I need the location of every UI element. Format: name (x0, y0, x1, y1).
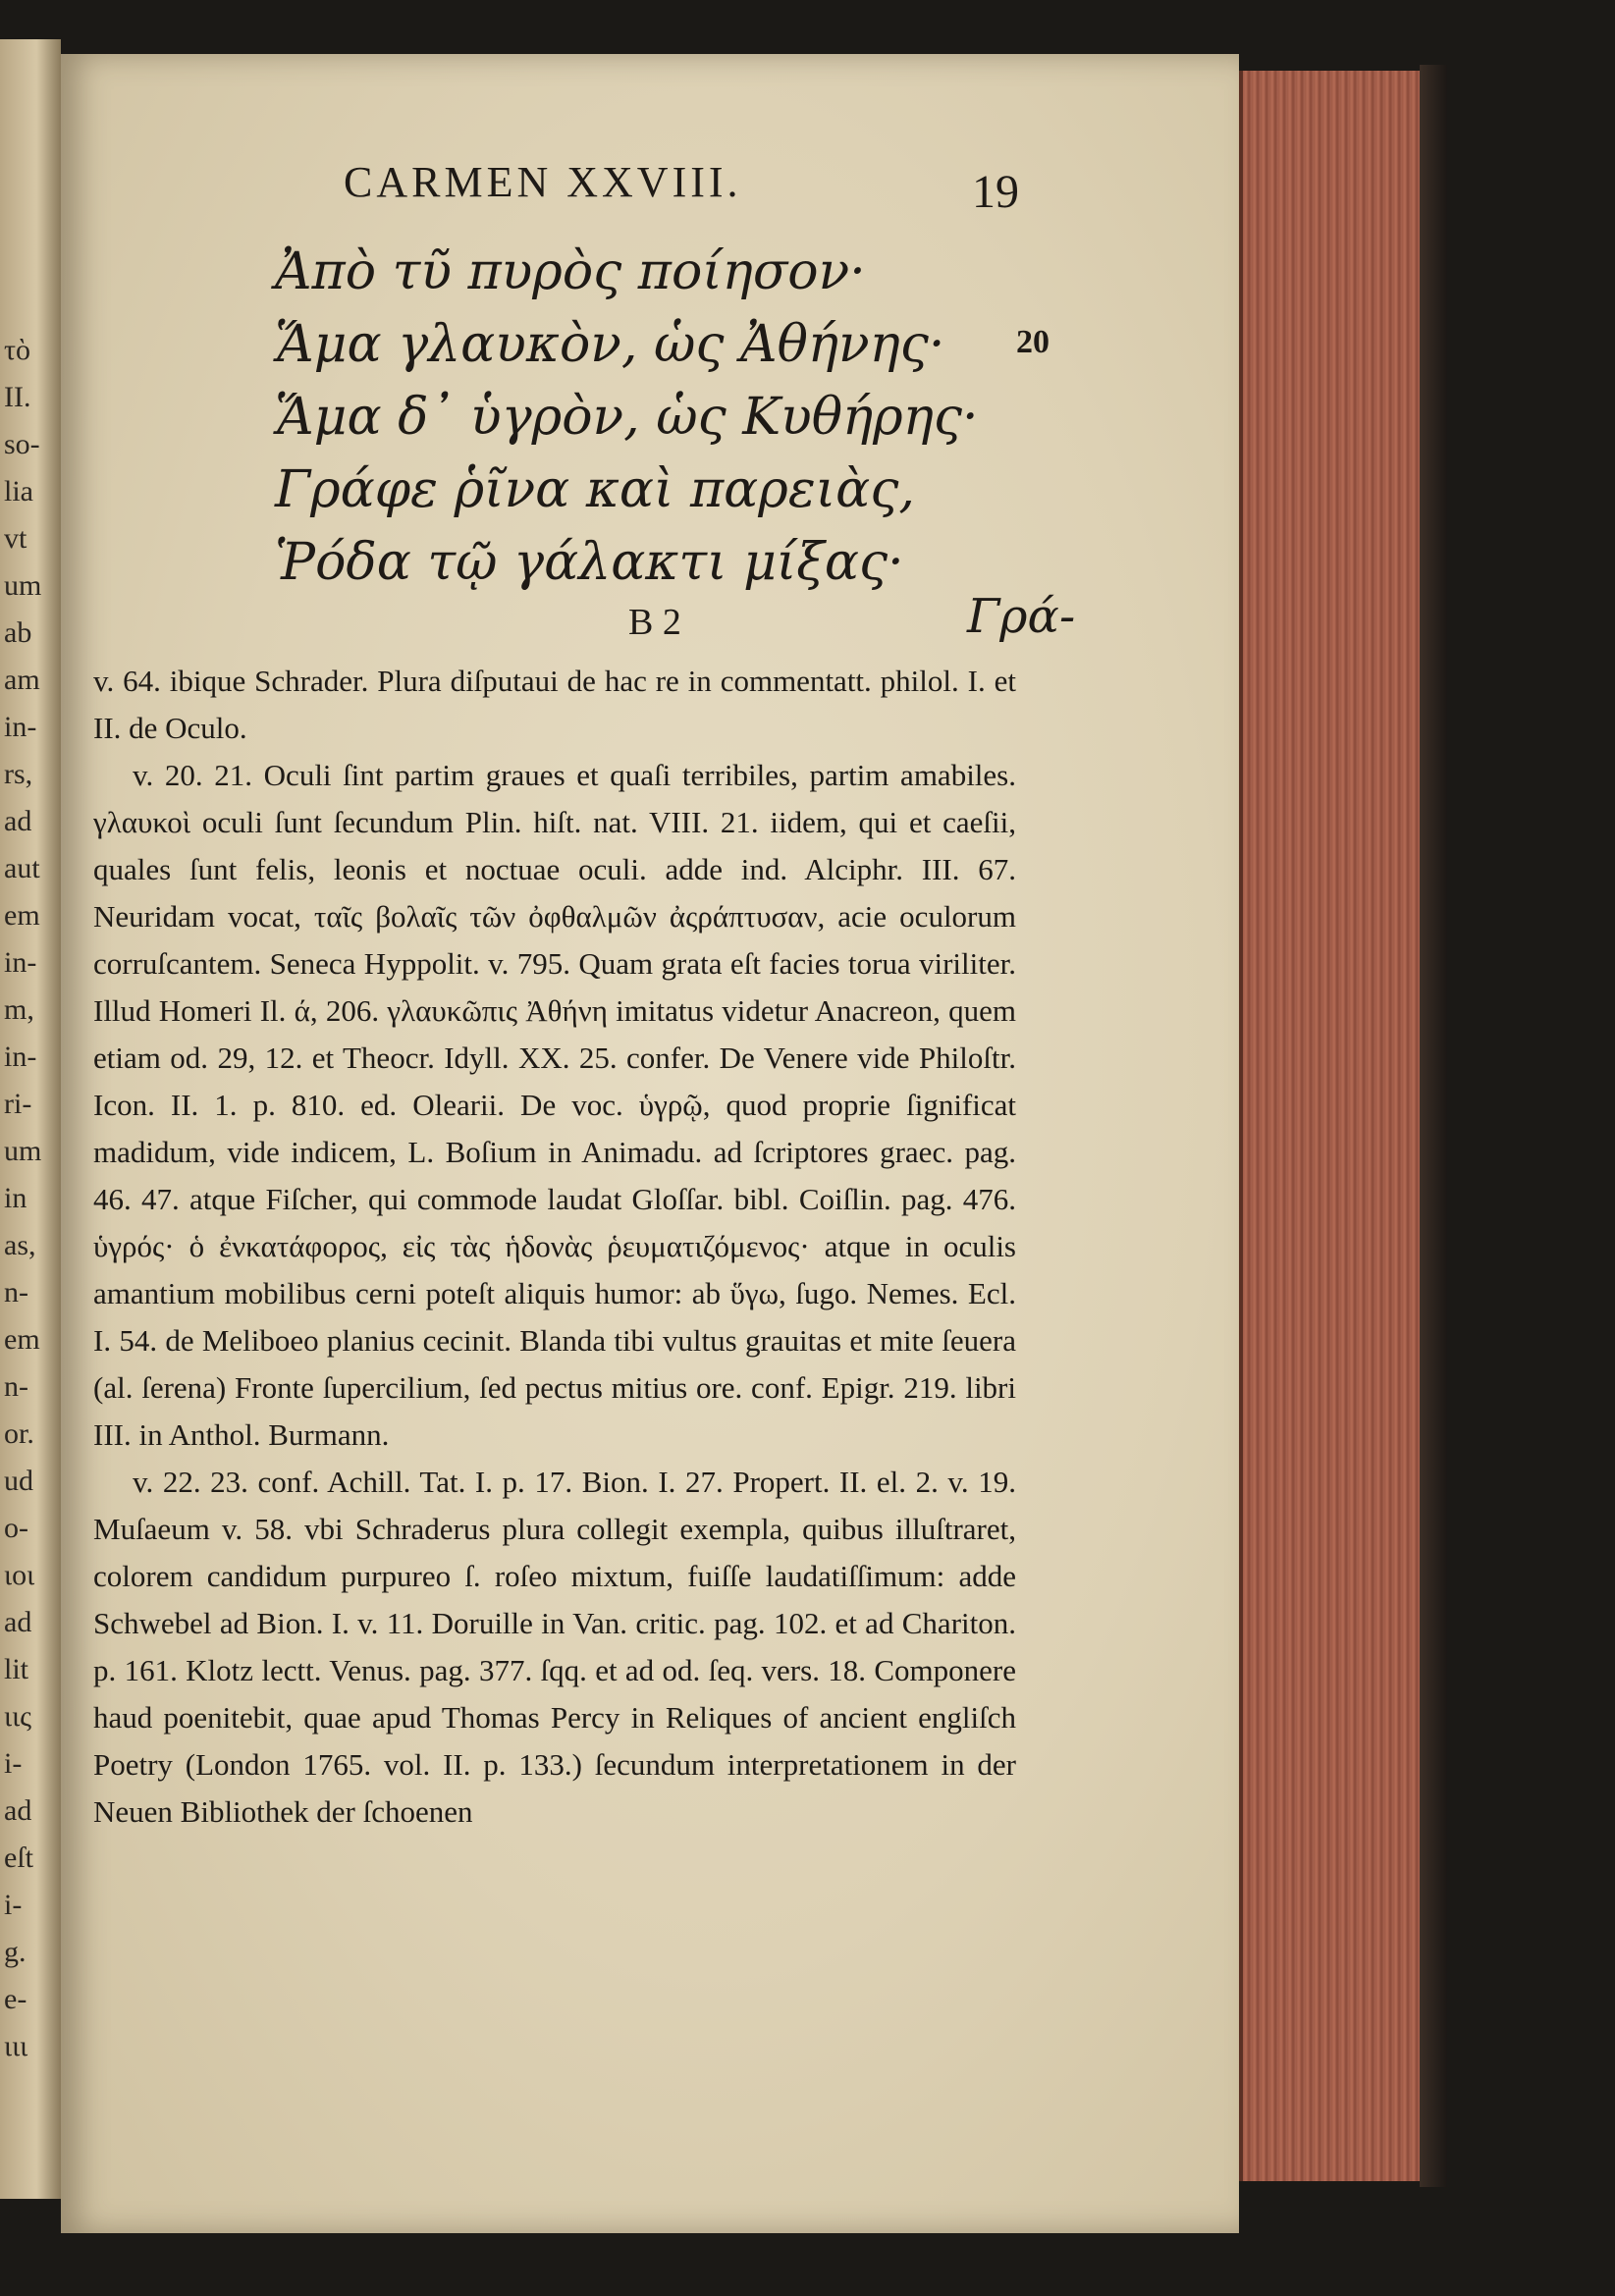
facing-page-fragment: m, (4, 993, 34, 1026)
note-paragraph: v. 64. ibique Schrader. Plura diſputaui de hac re in commentatt. philol. I. et II. de Oculo. (93, 664, 1016, 745)
signature-mark: B 2 (628, 602, 681, 643)
facing-page-fragment: ad (4, 1606, 32, 1638)
facing-page-fragment: lia (4, 475, 33, 507)
verse-line: Γράφε ῥῖνα καὶ παρειὰς, (275, 460, 915, 519)
facing-page-fragment: in- (4, 711, 37, 743)
facing-page-fragment: aut (4, 852, 40, 884)
facing-page-fragment: ab (4, 616, 32, 649)
page-number: 19 (972, 166, 1019, 218)
facing-page-fragment: g. (4, 1936, 27, 1968)
facing-page-fragment: i- (4, 1747, 23, 1780)
facing-page-fragment: o- (4, 1512, 28, 1544)
facing-page-fragment: rs, (4, 758, 33, 790)
facing-page-fragment: ιοι (4, 1559, 35, 1591)
facing-page-fragment: am (4, 664, 40, 696)
facing-page-fragment: ad (4, 805, 32, 837)
note-paragraph: v. 22. 23. conf. Achill. Tat. I. p. 17. Bion. I. 27. Propert. II. el. 2. v. 19. Muſaeum v. 58. vbi Schraderus plura collegit exempla, quibus illuſtraret, colorem candidum purpureo ſ. roſeo mixtum, fuiſſe laudatiſſimum: adde Schwebel ad Bion. I. v. 11. Doruille in Van. critic. pag. 102. et ad Chariton. p. 161. Klotz lectt. Venus. pag. 377. ſqq. et ad od. ſeq. vers. 18. Componere haud poenitebit, quae apud Thomas Percy in Reliques of ancient engliſch Poetry (London 1765. vol. II. p. 133.) ſecundum interpretationem in der Neuen Bibliothek der ſchoenen (93, 1465, 1016, 1829)
facing-page-edge (0, 39, 61, 2199)
catchword: Γρά- (967, 589, 1076, 644)
facing-page-fragment: em (4, 1323, 40, 1356)
verse-line-number: 20 (1016, 324, 1050, 360)
facing-page-fragment: in- (4, 946, 37, 979)
facing-page-fragment: n- (4, 1276, 28, 1308)
facing-page-fragment: lit (4, 1653, 29, 1685)
verse-block (275, 236, 1041, 599)
facing-page-fragment: τὸ (4, 334, 31, 366)
facing-page-fragment: um (4, 1135, 42, 1167)
verse-line: Ἅμα γλαυκὸν, ὡς Ἀθήνης· (275, 315, 945, 374)
facing-page-fragment: um (4, 569, 42, 602)
facing-page-fragment: em (4, 899, 40, 932)
facing-page-fragment: n- (4, 1370, 28, 1403)
note-paragraph: v. 20. 21. Oculi ſint partim graues et quaſi terribiles, partim amabiles. γλαυκοὶ oculi ſunt ſecundum Plin. hiſt. nat. VIII. 21. iidem, qui et caeſii, quales ſunt felis, leonis et noctuae oculi. adde ind. Alciphr. III. 67. Neuridam vocat, ταῖς βολαῖς τῶν ὀφθαλμῶν ἀςράπτυσαν, acie oculorum corruſcantem. Seneca Hyppolit. v. 795. Quam grata eſt facies torua viriliter. Illud Homeri Il. ά, 206. γλαυκῶπις Ἀθήνη imitatus videtur Anacreon, quem etiam od. 29, 12. et Theocr. Idyll. XX. 25. confer. De Venere vide Philoſtr. Icon. II. 1. p. 810. ed. Olearii. De voc. ὑγρῷ, quod proprie ſignificat madidum, vide indicem, L. Boſium in Animadu. ad ſcriptores graec. pag. 46. 47. atque Fiſcher, qui commode laudat Gloſſar. bibl. Coiſlin. pag. 476. ὑγρός· ὁ ἐνκατάφορος, εἰς τὰς ἡδονὰς ῥευματιζόμενος· atque in oculis amantium mobilibus cerni poteſt aliquis humor: ab ὕγω, ſugo. Nemes. Ecl. I. 54. de Meliboeo planius cecinit. Blanda tibi vultus grauitas et mite ſeuera (al. ſerena) Fronte ſupercilium, ſed pectus mitius ore. conf. Epigr. 219. libri III. in Anthol. Burmann. (93, 758, 1016, 1452)
verse-line: Ἅμα δ᾽ ὑγρὸν, ὡς Κυθήρης· (275, 388, 979, 447)
facing-page-fragment: so- (4, 428, 40, 460)
facing-page-fragment: or. (4, 1417, 34, 1450)
commentary-notes (93, 658, 1016, 1836)
facing-page-fragment: ud (4, 1465, 33, 1497)
facing-page-fragment: i- (4, 1889, 23, 1921)
facing-page-fragment: ιις (4, 1700, 32, 1733)
facing-page-fragment: II. (4, 381, 31, 413)
facing-page-fragment: in- (4, 1041, 37, 1073)
verse-line: Ἀπὸ τῦ πυρὸς ποίησον· (275, 242, 866, 301)
facing-page-fragment: as, (4, 1229, 36, 1261)
facing-page-fragment: ad (4, 1794, 32, 1827)
facing-page-fragment: ri- (4, 1088, 32, 1120)
verse-line: Ῥόδα τῷ γάλακτι μίξας· (275, 533, 904, 592)
facing-page-fragment: vt (4, 522, 27, 555)
facing-page-fragment: ιιι (4, 2030, 28, 2062)
page-fore-edge (1239, 71, 1420, 2181)
facing-page-fragment: eſt (4, 1842, 33, 1874)
facing-page-fragment: e- (4, 1983, 27, 2015)
running-title: CARMEN XXVIII. (344, 158, 742, 206)
facing-page-fragment: in (4, 1182, 27, 1214)
